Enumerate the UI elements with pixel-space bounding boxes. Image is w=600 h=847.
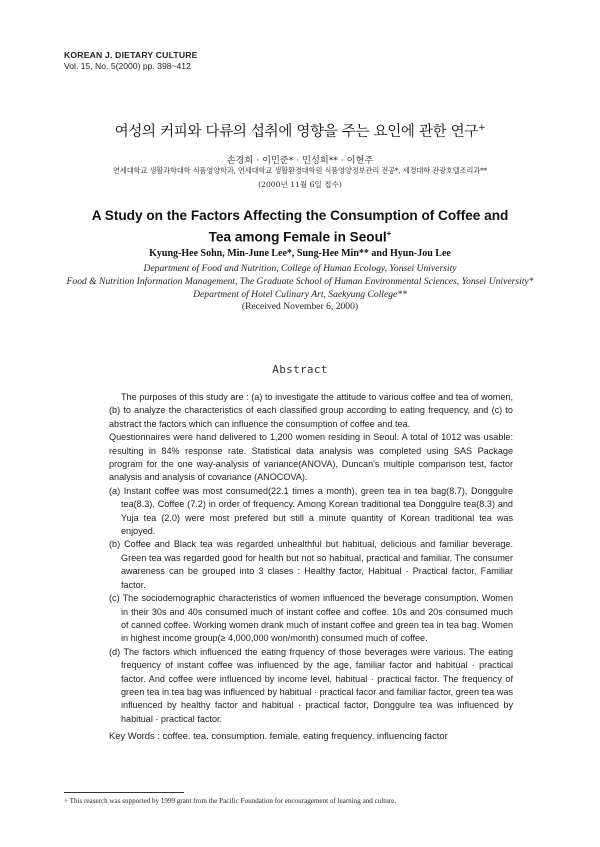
keywords-list: : coffee. tea. consumption. female. eating frequency. influencing factor (154, 730, 448, 742)
english-affiliation-3: Department of Hotel Culinary Art, Saekyung College** (193, 289, 407, 300)
english-affiliations (0, 262, 600, 301)
abstract-body (109, 391, 513, 743)
english-affiliation-2: Food & Nutrition Information Management, The Graduate School of Human Environmental Sciences, Yonsei University* (66, 276, 534, 287)
keywords (109, 729, 513, 742)
keywords-label: Key Words (109, 730, 155, 742)
journal-issue: Vol. 15, No. 5(2000) pp. 398~412 (64, 61, 191, 71)
english-title-line1: A Study on the Factors Affecting the Consumption of Coffee and (91, 208, 509, 223)
abstract-result-a: (a) Instant coffee was most consumed(22.1 times a month), green tea in tea bag(8.7), Donggulre tea(8.3), Coffee (7.2) in order of frequency. Among Korean traditional tea Donggulre tea(8.3) and Yuja tea (2.0) were most prefered but still a minute quantity of Korean traditional tea was enjoyed. (109, 485, 513, 537)
english-received: (Received November 6, 2000) (241, 301, 359, 312)
journal-header (64, 50, 198, 72)
abstract-result-d: (d) The factors which influenced the eating frquency of those beverages were various. The eating frequency of instant coffee was influenced by the age, familiar factor and habitual · practical factor. And coffee were influenced by income level, habitual · practical factor. The frequency of green tea in tea bag was influenced by habitual · practical facor and familiar factor, green tea was influenced by healthy factor and habitual · practical factor, Donggulre tea was influenced by habitual · practical factor. (109, 646, 513, 724)
english-authors: Kyung-Hee Sohn, Min-June Lee*, Sung-Hee Min** and Hyun-Jou Lee (149, 248, 451, 259)
korean-received: (2000년 11월 6일 접수) (258, 180, 342, 189)
english-title (0, 207, 600, 247)
korean-title-mark: + (478, 123, 486, 134)
korean-title (0, 120, 600, 141)
abstract-result-c: (c) The sociodemographic characteristics of women influenced the beverage consumption. Women in their 30s and 40s consumed much of instant coffee and coffee. 10s and 20s consumed much of canned coffee. Working women drank much of instant coffee and green tea in tea bag. Women in highest income group(≥ 4,000,000 won/month) consumed much of coffee. (109, 593, 513, 644)
abstract-result-b: (b) Coffee and Black tea was regarded unhealthful but habitual, delicious and familiar beverage. Green tea was regarded good for health but not so habitual, practical and familiar. The consumer awareness can be grouped into 3 clases : Healthy factor, Habitual · Practical factor, Familiar factor. (109, 539, 513, 590)
footnote: + This reaserch was supported by 1999 grant from the Pacific Foundation for encouragement of learning and culture. (64, 797, 397, 805)
abstract-paragraph-method: Questionnaires were hand delivered to 1,200 women residing in Seoul. A total of 1012 was usable: resulting in 84% response rate. Statistical data analysis was completed using SAS Package program for the one way-analysis of variance(ANOVA), Duncan's multiple comparison test, factor analysis and analysis of covariance (ANOCOVA). (109, 432, 513, 483)
korean-authors: 손경희 · 이민준* · 민성희** · 이현주 (226, 155, 374, 166)
english-title-mark: + (386, 229, 392, 238)
journal-name: KOREAN J. DIETARY CULTURE (64, 50, 198, 60)
korean-affiliation: 연세대학교 생활과학대학 식품영양학과, 연세대학교 생활환경대학원 식품영양정보관리 전공*, 세경대학 관광호텔조리과** (113, 166, 487, 175)
abstract-heading: Abstract (272, 363, 328, 376)
english-affiliation-1: Department of Food and Nutrition, College of Human Ecology, Yonsei University (143, 263, 457, 274)
korean-title-text: 여성의 커피와 다류의 섭취에 영향을 주는 요인에 관한 연구 (114, 124, 479, 140)
footnote-divider (64, 792, 184, 793)
english-title-line2: Tea among Female in Seoul (208, 229, 387, 245)
abstract-paragraph-purpose: The purposes of this study are : (a) to investigate the attitude to various coffee and tea of women, (b) to analyze the characteristics of each classified group according to eating frequency, and (c) to abstract the factors which can influence the consumption of coffee and tea. (109, 392, 513, 429)
